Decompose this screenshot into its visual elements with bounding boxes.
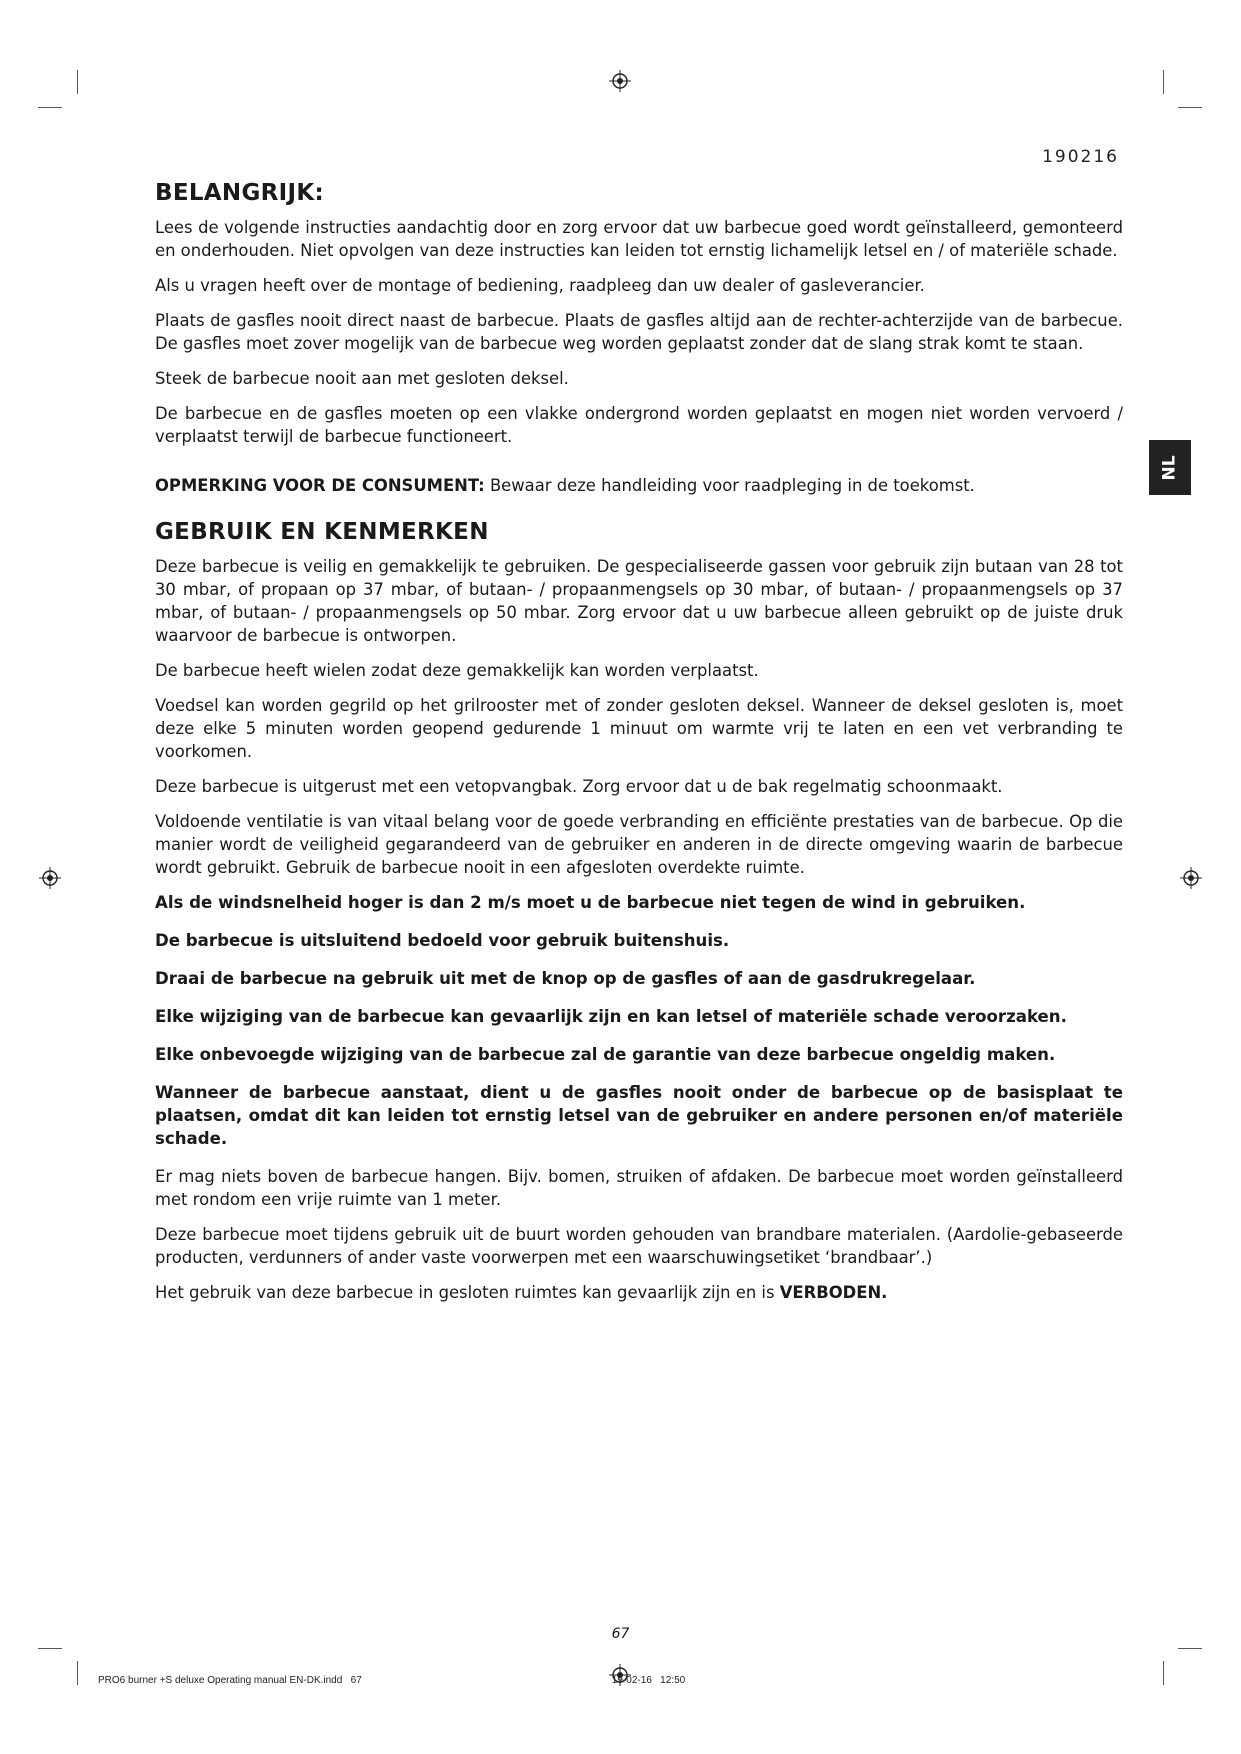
crop-mark (77, 70, 78, 94)
consumer-note-label: OPMERKING VOOR DE CONSUMENT: (155, 476, 485, 495)
paragraph: De barbecue en de gasfles moeten op een vlakke ondergrond worden geplaatst en mogen niet worden vervoerd / verplaatst terwijl de barbecue functioneert. (155, 404, 1123, 446)
registration-mark-icon (609, 70, 631, 92)
paragraph: Plaats de gasfles nooit direct naast de barbecue. Plaats de gasfles altijd aan de rechter-achterzijde van de barbecue. De gasfles moet zover mogelijk van de barbecue weg worden geplaatst zonder dat de slang strak komt te staan. (155, 311, 1123, 353)
paragraph: Steek de barbecue nooit aan met gesloten deksel. (155, 369, 569, 388)
page-content (155, 180, 1123, 1316)
crop-mark (38, 1648, 62, 1649)
warning-paragraph: De barbecue is uitsluitend bedoeld voor gebruik buitenshuis. (155, 931, 730, 950)
registration-mark-icon (1180, 867, 1202, 889)
crop-mark (1163, 1661, 1164, 1685)
language-tab-label: NL (1160, 454, 1180, 481)
final-text: Het gebruik van deze barbecue in gesloten ruimtes kan gevaarlijk zijn en is (155, 1283, 775, 1302)
paragraph: Als u vragen heeft over de montage of bediening, raadpleeg dan uw dealer of gasleverancier. (155, 276, 925, 295)
final-paragraph (155, 1281, 1123, 1304)
final-bold: VERBODEN. (779, 1283, 888, 1302)
print-footer: PRO6 burner +S deluxe Operating manual EN-DK.indd 67 19-02-16 12:50 (98, 1675, 686, 1686)
crop-mark (1178, 107, 1202, 108)
paragraph: Lees de volgende instructies aandachtig door en zorg ervoor dat uw barbecue goed wordt geïnstalleerd, gemonteerd en onderhouden. Niet opvolgen van deze instructies kan leiden tot ernstig lichamelijk letsel en / of materiële schade. (155, 218, 1123, 260)
paragraph: Deze barbecue is veilig en gemakkelijk te gebruiken. De gespecialiseerde gassen voor gebruik zijn butaan van 28 tot 30 mbar, of propaan op 37 mbar, of butaan- / propaanmengsels op 30 mbar, of butaan- / propaanmengsels op 37 mbar, of butaan- / propaanmengsels op 50 mbar. Zorg ervoor dat u uw barbecue alleen gebruikt op de juiste druk waarvoor de barbecue is ontworpen. (155, 557, 1123, 645)
warning-paragraph: Elke wijziging van de barbecue kan gevaarlijk zijn en kan letsel of materiële schade veroorzaken. (155, 1007, 1067, 1026)
crop-mark (77, 1661, 78, 1685)
document-number: 190216 (1042, 147, 1119, 167)
registration-mark-icon (39, 867, 61, 889)
warning-paragraph: Wanneer de barbecue aanstaat, dient u de gasfles nooit onder de barbecue op de basisplaat te plaatsen, omdat dit kan leiden tot ernstig letsel van de gebruiker en andere personen en/of materiële schade. (155, 1083, 1123, 1148)
warning-paragraph: Draai de barbecue na gebruik uit met de knop op de gasfles of aan de gasdrukregelaar. (155, 969, 976, 988)
warning-paragraph: Als de windsnelheid hoger is dan 2 m/s moet u de barbecue niet tegen de wind in gebruiken. (155, 893, 1026, 912)
paragraph: Voedsel kan worden gegrild op het grilrooster met of zonder gesloten deksel. Wanneer de deksel gesloten is, moet deze elke 5 minuten worden geopend gedurende 1 minuut om warmte vrij te laten en een vet verbranding te voorkomen. (155, 696, 1123, 761)
section-heading-belangrijk: BELANGRIJK: (155, 180, 324, 206)
section-heading-gebruik: GEBRUIK EN KENMERKEN (155, 519, 489, 545)
page-number: 67 (611, 1626, 630, 1642)
crop-mark (1178, 1648, 1202, 1649)
paragraph: Deze barbecue moet tijdens gebruik uit de buurt worden gehouden van brandbare materialen. (Aardolie-gebaseerde producten, verdunners of ander vaste voorwerpen met een waarschuwingsetiket ‘brandbaar’.) (155, 1225, 1123, 1267)
consumer-note (155, 474, 1123, 497)
paragraph: De barbecue heeft wielen zodat deze gemakkelijk kan worden verplaatst. (155, 661, 759, 680)
crop-mark (38, 107, 62, 108)
crop-mark (1163, 70, 1164, 94)
paragraph: Er mag niets boven de barbecue hangen. Bijv. bomen, struiken of afdaken. De barbecue moet worden geïnstalleerd met rondom een vrije ruimte van 1 meter. (155, 1167, 1123, 1209)
warning-paragraph: Elke onbevoegde wijziging van de barbecue zal de garantie van deze barbecue ongeldig maken. (155, 1045, 1056, 1064)
language-tab (1149, 440, 1191, 495)
paragraph: Deze barbecue is uitgerust met een vetopvangbak. Zorg ervoor dat u de bak regelmatig schoonmaakt. (155, 777, 1003, 796)
paragraph: Voldoende ventilatie is van vitaal belang voor de goede verbranding en efficiënte prestaties van de barbecue. Op die manier wordt de veiligheid gegarandeerd van de gebruiker en anderen in de directe omgeving waarin de barbecue wordt gebruikt. Gebruik de barbecue nooit in een afgesloten overdekte ruimte. (155, 812, 1123, 877)
consumer-note-text: Bewaar deze handleiding voor raadpleging in de toekomst. (489, 476, 975, 495)
